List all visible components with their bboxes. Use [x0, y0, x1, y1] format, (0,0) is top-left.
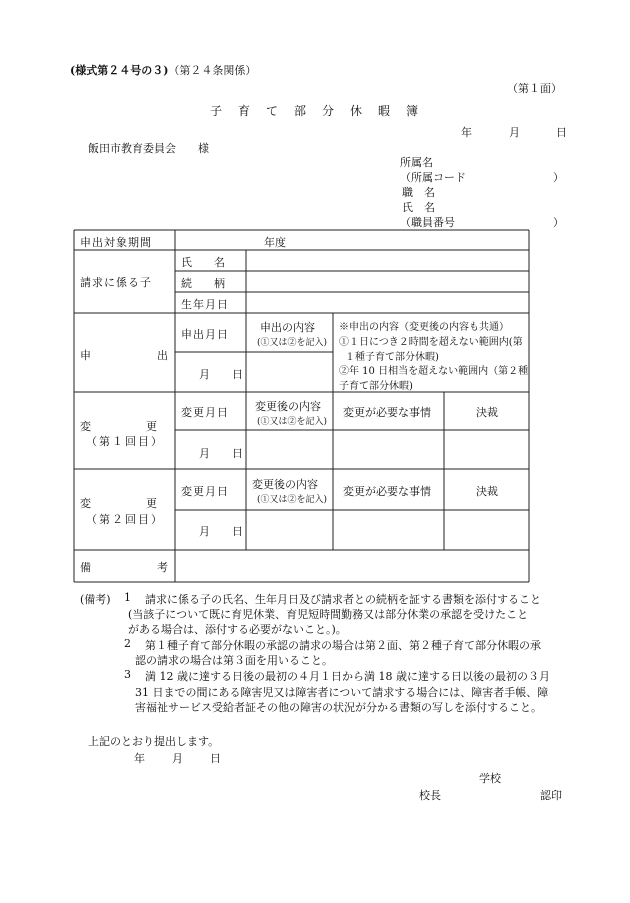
staff-no-close: ） [553, 216, 564, 229]
change2-content-sub: (①又は②を記入) [257, 495, 328, 505]
note-2-number: 2 [124, 637, 131, 650]
header-date-month: 月 [509, 126, 520, 139]
page-title: 子 育 て 部 分 休 暇 簿 [210, 104, 421, 118]
page-label: （第１面） [507, 82, 562, 95]
note-3-line-3: 害福祉サービス受給者証その他の障害の状況が分かる書類の写しを添付すること。 [135, 701, 542, 714]
footer-date-day: 日 [210, 752, 221, 765]
request-note-3: １種子育て部分休暇) [345, 352, 439, 363]
note-3-line-1: 満 12 歳に達する日後の最初の４月１日から満 18 歳に達する日以後の最初の３月 [145, 670, 550, 683]
addressee: 飯田市教育委員会 様 [88, 142, 209, 155]
dept-code-label: （所属コード [400, 171, 466, 184]
change1-reason-label: 変更が必要な事情 [343, 406, 431, 419]
change2-content-label: 変更後の内容 [252, 478, 318, 491]
period-label: 申出対象期間 [80, 236, 152, 249]
child-relation-label: 続 柄 [181, 277, 225, 290]
note-3-number: 3 [124, 668, 131, 681]
change1-date-label: 変更月日 [181, 406, 229, 419]
change2-approval-label: 決裁 [476, 485, 498, 498]
note-2-line-2: 認の請求の場合は第３面を用いること。 [135, 654, 333, 667]
request-note-2: ①１日につき２時間を超えない範囲内(第 [339, 337, 523, 348]
note-1-line-3: がある場合は、添付する必要がないこと。)。 [128, 623, 347, 636]
change2-reason-label: 変更が必要な事情 [343, 485, 431, 498]
footer-date-year: 年 [134, 752, 145, 765]
child-birth-label: 生年月日 [181, 298, 229, 311]
request-month-day: 月 日 [199, 368, 243, 381]
note-1-line-1: 請求に係る子の氏名、生年月日及び請求者との続柄を証する書類を添付すること [145, 593, 541, 606]
request-note-1: ※申出の内容（変更後の内容も共通） [339, 322, 509, 333]
change2-date-label: 変更月日 [181, 485, 229, 498]
notes-heading: (備考) [80, 593, 111, 606]
header-date-day: 日 [556, 126, 567, 139]
request-note-5: 子育て部分休暇) [339, 381, 413, 392]
change1-approval-label: 決裁 [476, 406, 498, 419]
request-content-sub: (①又は②を記入) [257, 338, 328, 348]
change2-sub: （第２回目） [86, 513, 164, 526]
child-name-label: 氏 名 [181, 256, 225, 269]
form-number-article: （第２４条関係） [168, 64, 257, 77]
name-label: 氏 名 [402, 201, 435, 214]
request-label: 申 出 [80, 349, 168, 362]
period-value: 年度 [264, 236, 286, 249]
form-number-main: (様式第２４号の３) [70, 64, 169, 77]
change1-sub: （第１回目） [86, 435, 164, 448]
dept-code-close: ） [553, 171, 564, 184]
note-2-line-1: 第１種子育て部分休暇の承認の請求の場合は第２面、第２種子育て部分休暇の承 [145, 639, 541, 652]
note-1-number: 1 [124, 591, 131, 604]
change2-label: 変 更 [80, 497, 157, 510]
remarks-label: 備 考 [80, 561, 168, 574]
change1-content-label: 変更後の内容 [255, 400, 321, 413]
note-3-line-2: 31 日までの間にある障害児又は障害者について請求する場合には、障害者手帳、障 [135, 686, 549, 699]
request-date-label: 申出月日 [181, 328, 229, 341]
school-label: 学校 [479, 772, 501, 785]
change1-label: 変 更 [80, 420, 157, 433]
principal-label: 校長 [419, 789, 441, 802]
note-1-line-2: (当該子について既に育児休業、育児短時間勤務又は部分休業の承認を受けたこと [128, 608, 529, 621]
change1-month-day: 月 日 [199, 447, 243, 460]
footer-date-month: 月 [172, 752, 183, 765]
request-note-4: ②年 10 日相当を超えない範囲内（第２種 [339, 366, 529, 377]
dept-label: 所属名 [400, 156, 433, 169]
staff-no-label: （職員番号 [400, 216, 455, 229]
seal-label: 認印 [540, 789, 562, 802]
header-date-year: 年 [461, 126, 472, 139]
change2-month-day: 月 日 [199, 525, 243, 538]
child-label: 請求に係る子 [80, 276, 152, 289]
change1-content-sub: (①又は②を記入) [257, 417, 328, 427]
post-label: 職 名 [402, 186, 435, 199]
request-content-label: 申出の内容 [260, 321, 315, 334]
submit-text: 上記のとおり提出します。 [88, 735, 220, 748]
